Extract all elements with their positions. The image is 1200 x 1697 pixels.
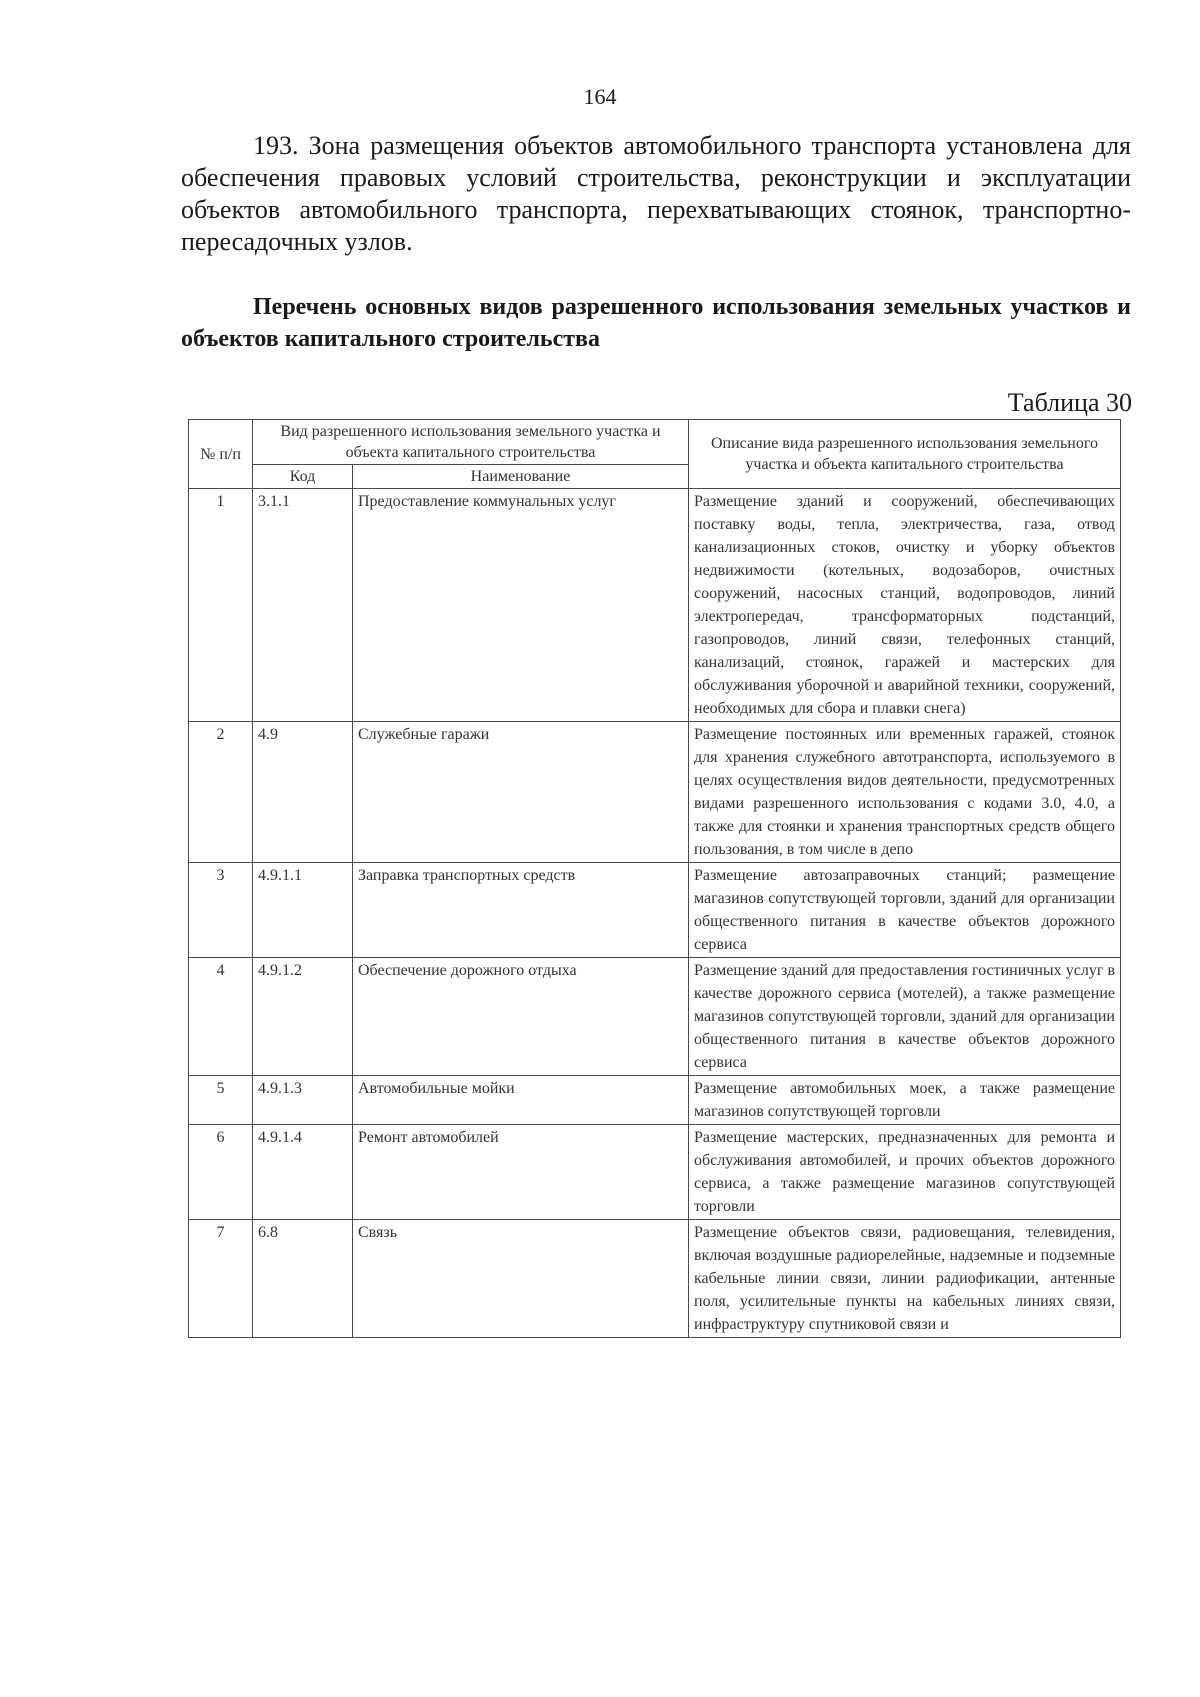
row-code: 4.9.1.4: [253, 1125, 353, 1220]
row-description: Размещение постоянных или временных гаражей, стоянок для хранения служебного автотранспорта, используемого в целях осуществления видов деятельности, предусмотренных видами разрешенного использования с кодами 3.0, 4.0, а также для стоянки и хранения транспортных средств общего пользования, в том числе в депо: [689, 722, 1121, 863]
header-code: Код: [253, 465, 353, 489]
table-row: [189, 1220, 1121, 1338]
table-row: [189, 722, 1121, 863]
row-num: 3: [189, 863, 253, 958]
row-name: Служебные гаражи: [353, 722, 689, 863]
table-row: [189, 1076, 1121, 1125]
header-num: № п/п: [189, 420, 253, 489]
land-use-table: [188, 419, 1121, 1338]
row-name: Автомобильные мойки: [353, 1076, 689, 1125]
row-num: 7: [189, 1220, 253, 1338]
table-row: [189, 489, 1121, 722]
table-caption: Таблица 30: [1007, 388, 1132, 417]
row-description: Размещение автомобильных моек, а также размещение магазинов сопутствующей торговли: [689, 1076, 1121, 1125]
row-description: Размещение мастерских, предназначенных для ремонта и обслуживания автомобилей, и прочих объектов дорожного сервиса, а также размещение магазинов сопутствующей торговли: [689, 1125, 1121, 1220]
row-description: Размещение автозаправочных станций; размещение магазинов сопутствующей торговли, зданий для организации общественного питания в качестве объектов дорожного сервиса: [689, 863, 1121, 958]
header-description: Описание вида разрешенного использования земельного участка и объекта капитального строительства: [689, 420, 1121, 489]
row-num: 4: [189, 958, 253, 1076]
table-header-row: [189, 420, 1121, 465]
row-description: Размещение зданий и сооружений, обеспечивающих поставку воды, тепла, электричества, газа, отвод канализационных стоков, очистку и уборку объектов недвижимости (котельных, водозаборов, очистных сооружений, насосных станций, водопроводов, линий электропередач, трансформаторных подстанций, газопроводов, линий связи, телефонных станций, канализаций, стоянок, гаражей и мастерских для обслуживания уборочной и аварийной техники, сооружений, необходимых для сбора и плавки снега): [689, 489, 1121, 722]
row-code: 4.9: [253, 722, 353, 863]
header-use-group: Вид разрешенного использования земельного участка и объекта капитального строительства: [253, 420, 689, 465]
row-code: 4.9.1.2: [253, 958, 353, 1076]
page-number: 164: [583, 84, 617, 109]
row-name: Предоставление коммунальных услуг: [353, 489, 689, 722]
row-num: 5: [189, 1076, 253, 1125]
row-code: 6.8: [253, 1220, 353, 1338]
table-row: [189, 958, 1121, 1076]
table-row: [189, 863, 1121, 958]
row-num: 1: [189, 489, 253, 722]
row-num: 2: [189, 722, 253, 863]
row-name: Обеспечение дорожного отдыха: [353, 958, 689, 1076]
row-code: 3.1.1: [253, 489, 353, 722]
row-description: Размещение объектов связи, радиовещания, телевидения, включая воздушные радиорелейные, надземные и подземные кабельные линии связи, линии радиофикации, антенные поля, усилительные пункты на кабельных линиях связи, инфраструктуру спутниковой связи и: [689, 1220, 1121, 1338]
intro-paragraph: 193. Зона размещения объектов автомобильного транспорта установлена для обеспечения правовых условий строительства, реконструкции и эксплуатации объектов автомобильного транспорта, перехватывающих стоянок, транспортно-пересадочных узлов.: [181, 131, 1131, 256]
row-name: Ремонт автомобилей: [353, 1125, 689, 1220]
table-row: [189, 1125, 1121, 1220]
row-name: Заправка транспортных средств: [353, 863, 689, 958]
row-name: Связь: [353, 1220, 689, 1338]
header-name: Наименование: [353, 465, 689, 489]
row-code: 4.9.1.3: [253, 1076, 353, 1125]
row-description: Размещение зданий для предоставления гостиничных услуг в качестве дорожного сервиса (мотелей), а также размещение магазинов сопутствующей торговли, зданий для организации общественного питания в качестве объектов дорожного сервиса: [689, 958, 1121, 1076]
row-num: 6: [189, 1125, 253, 1220]
section-heading: Перечень основных видов разрешенного использования земельных участков и объектов капитального строительства: [181, 294, 1131, 352]
row-code: 4.9.1.1: [253, 863, 353, 958]
